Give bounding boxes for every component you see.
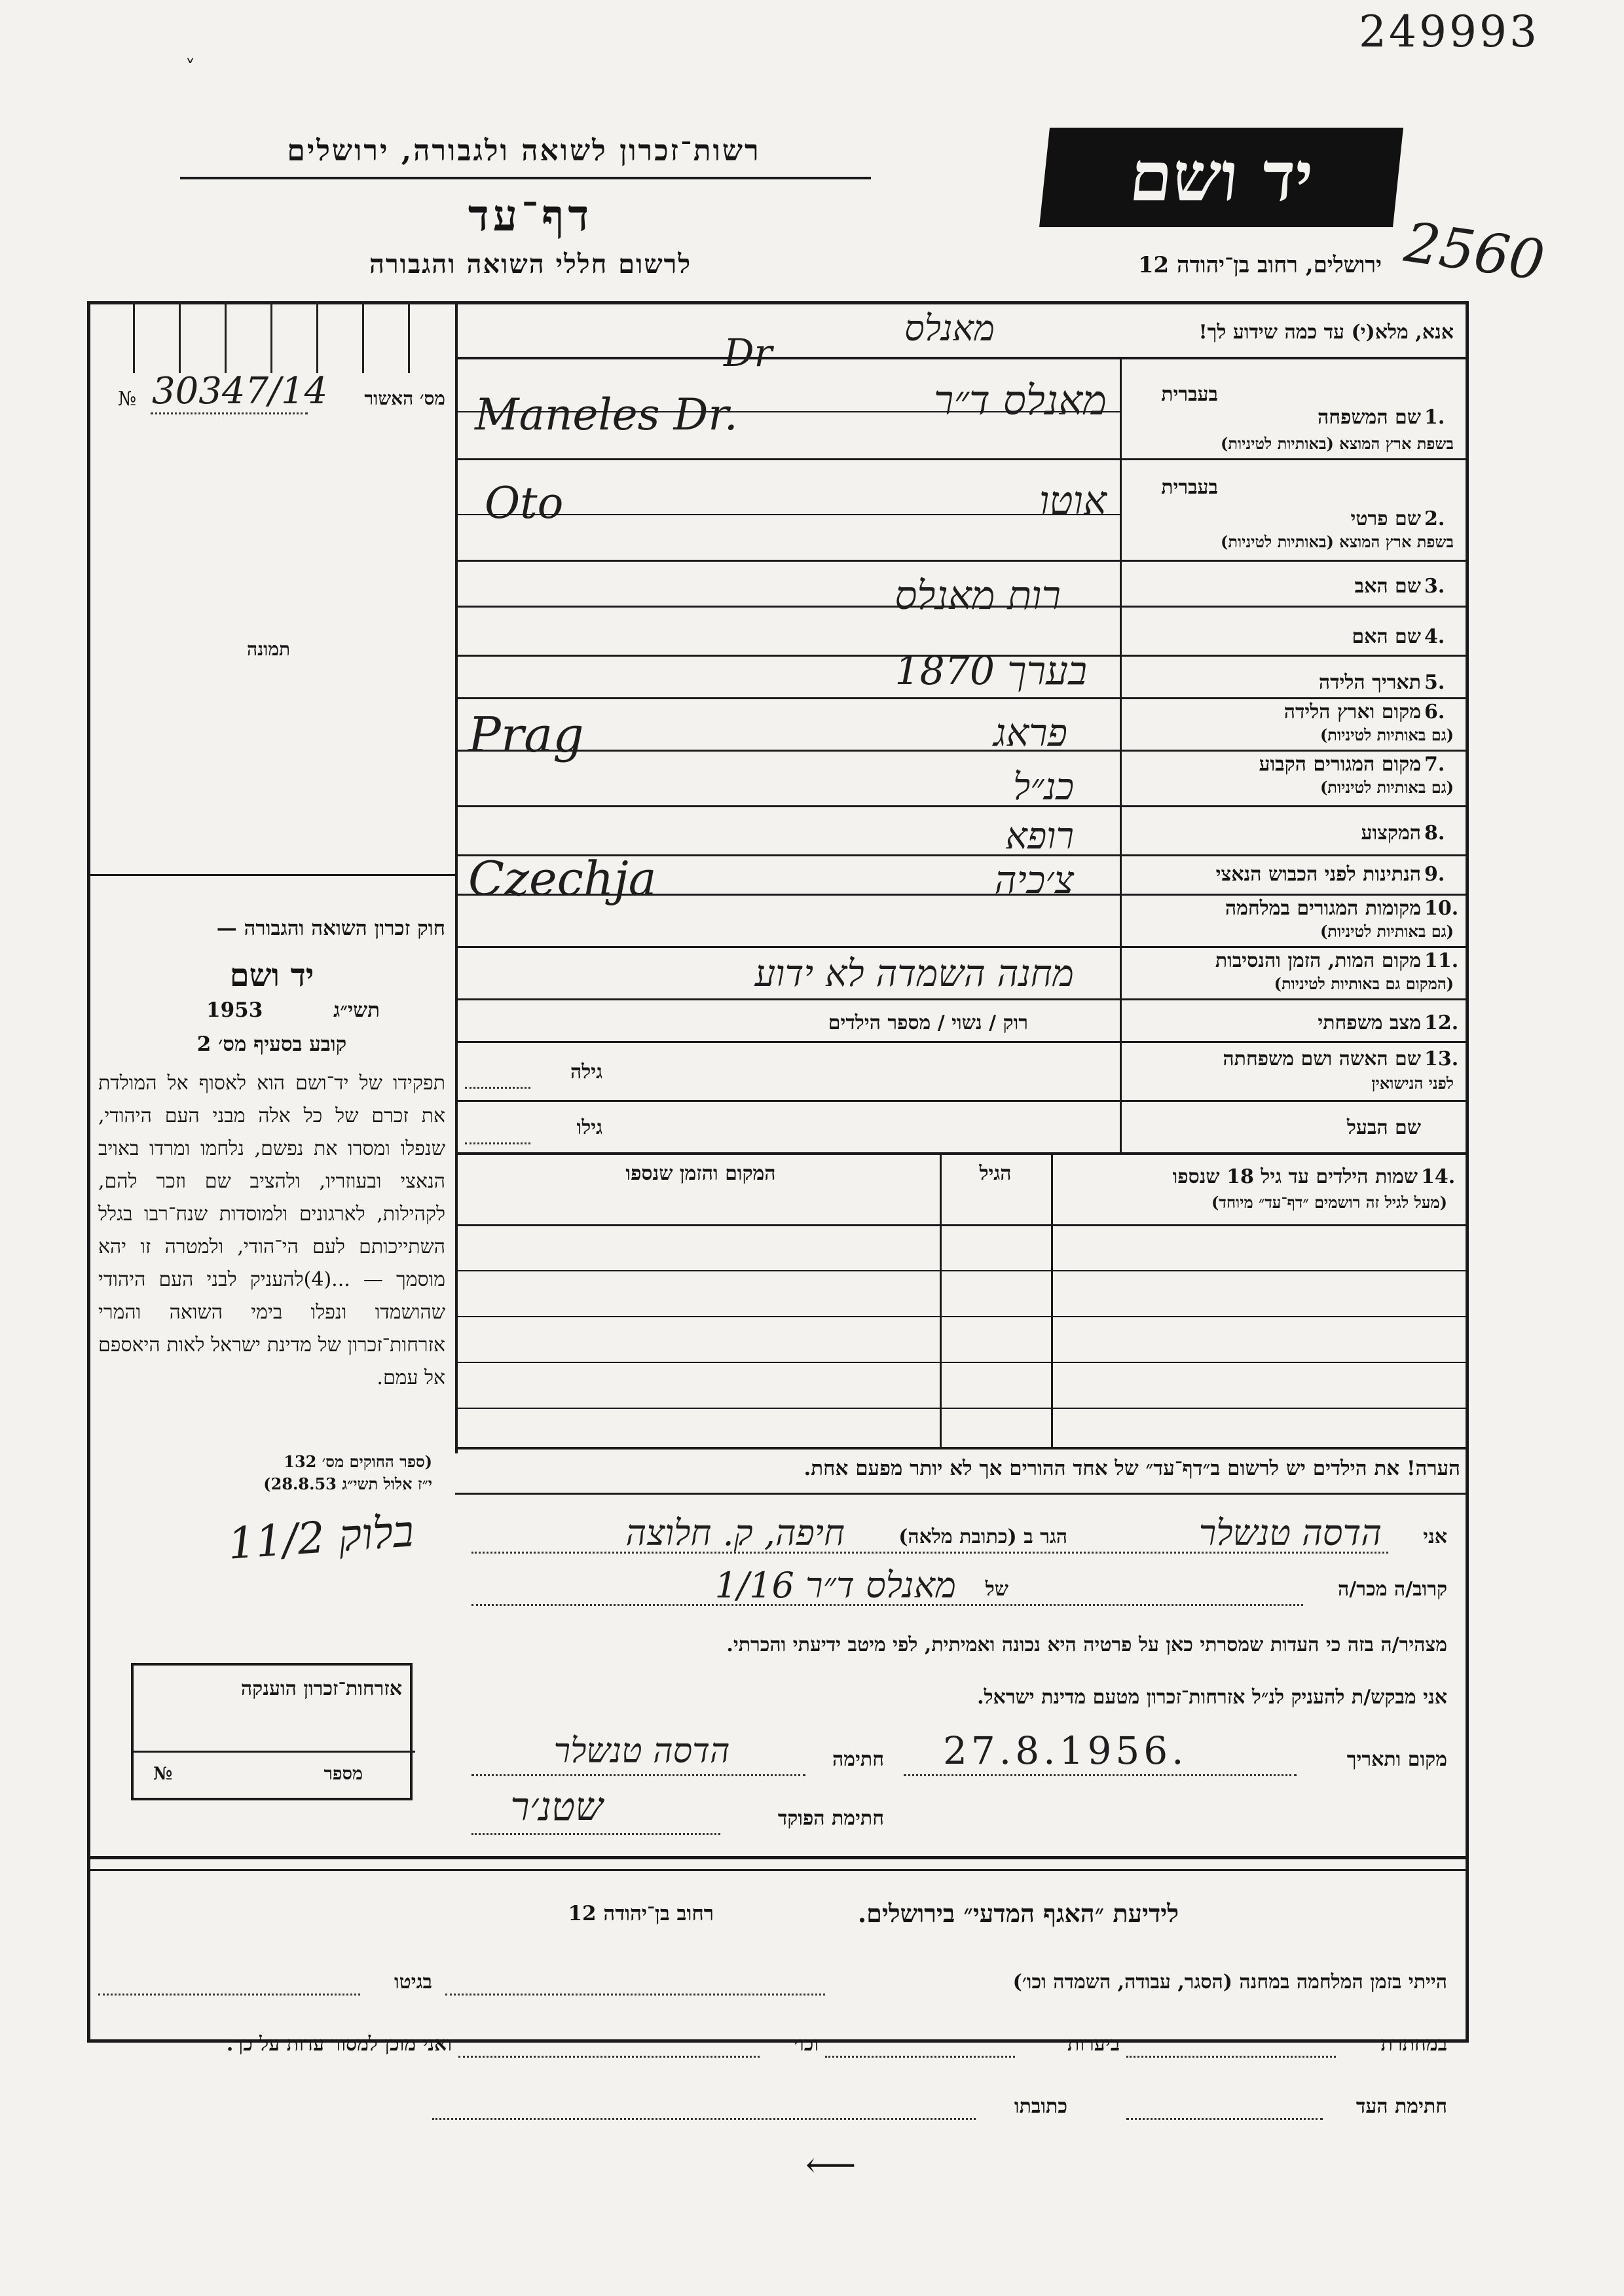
frame-divider-fields [1120,357,1122,1152]
hand-family-lat: Maneles Dr. [475,390,738,440]
hand-birth-place-lat: Prag [468,707,584,763]
row-sep [455,560,1467,562]
hand-citizenship-lat: Czechja [468,851,657,906]
hand-birth-place-he: פראג [993,710,1067,755]
hand-date: 27.8.1956. [943,1728,1188,1773]
yad-vashem-logo: יד ושם [1039,128,1403,227]
hand-family-he: מאנלס ד״ר [933,376,1107,424]
row-sep [455,946,1467,948]
row-sep [455,697,1467,699]
hand-birth-date: בערך 1870 [895,648,1087,694]
row-sep [455,1041,1467,1043]
intro-bottom [455,357,1467,359]
law-top-rule [87,874,455,876]
registration-label: מס׳ האשור [364,388,445,409]
arrow-mark: ⟵ [805,2144,857,2185]
children-col-2 [1051,1152,1053,1447]
note: הערה! את הילדים יש לרשום ב״דף־עד״ של אחד ההורים אך לא יותר מפעם אחת. [803,1457,1460,1480]
children-header-rule [455,1224,1467,1226]
hand-relative-of: מאנלס ד״ר 1/16 [714,1565,956,1606]
intro-request: אנא, מלא(י) עד כמה שידוע לך! [1198,321,1454,344]
hand-witness-name: הדסה טנשלר [1198,1512,1382,1554]
scan-speck: ˅ [185,56,195,79]
frame-divider-left [455,301,458,1453]
hand-signature: הדסה טנשלר [553,1732,730,1771]
no-sign: № [118,388,137,410]
registration-line [151,412,308,414]
hand-first-lat: Oto [485,478,564,528]
photo-label: תמונה [246,638,291,660]
hand-block: בלוק 11/2 [226,1506,416,1569]
bottom-separator-2 [87,1869,1469,1871]
children-row [455,1362,1467,1363]
children-col-1 [940,1152,942,1447]
address: ירושלים, רחוב בן־יהודה 12 [1137,252,1382,278]
handwritten-number: 2560 [1401,210,1549,293]
intro-hand-note: מאנלס [904,308,995,349]
form-title: דף־עד [468,190,593,241]
intro-hand-title: Dr [724,331,773,375]
bottom-separator [87,1856,1469,1859]
row-sep [455,998,1467,1000]
archive-number: 249993 [1359,7,1540,57]
registration-boxes [87,301,455,373]
hand-profession: רופא [1005,815,1074,858]
hand-officer: שטנ׳ר [510,1784,603,1830]
citizenship-box: אזרחות־זכרון הוענקה מספר № [131,1663,413,1800]
hand-first-he: אוטו [1039,478,1107,524]
hand-residence: כנ״ל [1012,766,1074,809]
children-row [455,1408,1467,1409]
hand-citizenship-he: צ׳כיה [994,858,1074,902]
authority-title: רשות־זכרון לשואה ולגבורה, ירושלים [287,134,761,168]
row-sep [455,1100,1467,1102]
hand-death: מחנה השמדה לא ידוע [754,953,1074,995]
header-rule [180,177,871,179]
children-row [455,1270,1467,1271]
registration-value: 30347/14 [152,370,328,412]
children-bottom [455,1447,1467,1449]
row-sep [455,458,1467,460]
row-sep [455,1152,1467,1155]
hand-mother: רות מאנלס [895,573,1061,619]
hand-witness-address: חיפה, ק. חלוצה [625,1512,845,1554]
children-row [455,1316,1467,1317]
form-subtitle: לרשום חללי השואה והגבורה [369,249,692,280]
note-rule [455,1493,1467,1495]
